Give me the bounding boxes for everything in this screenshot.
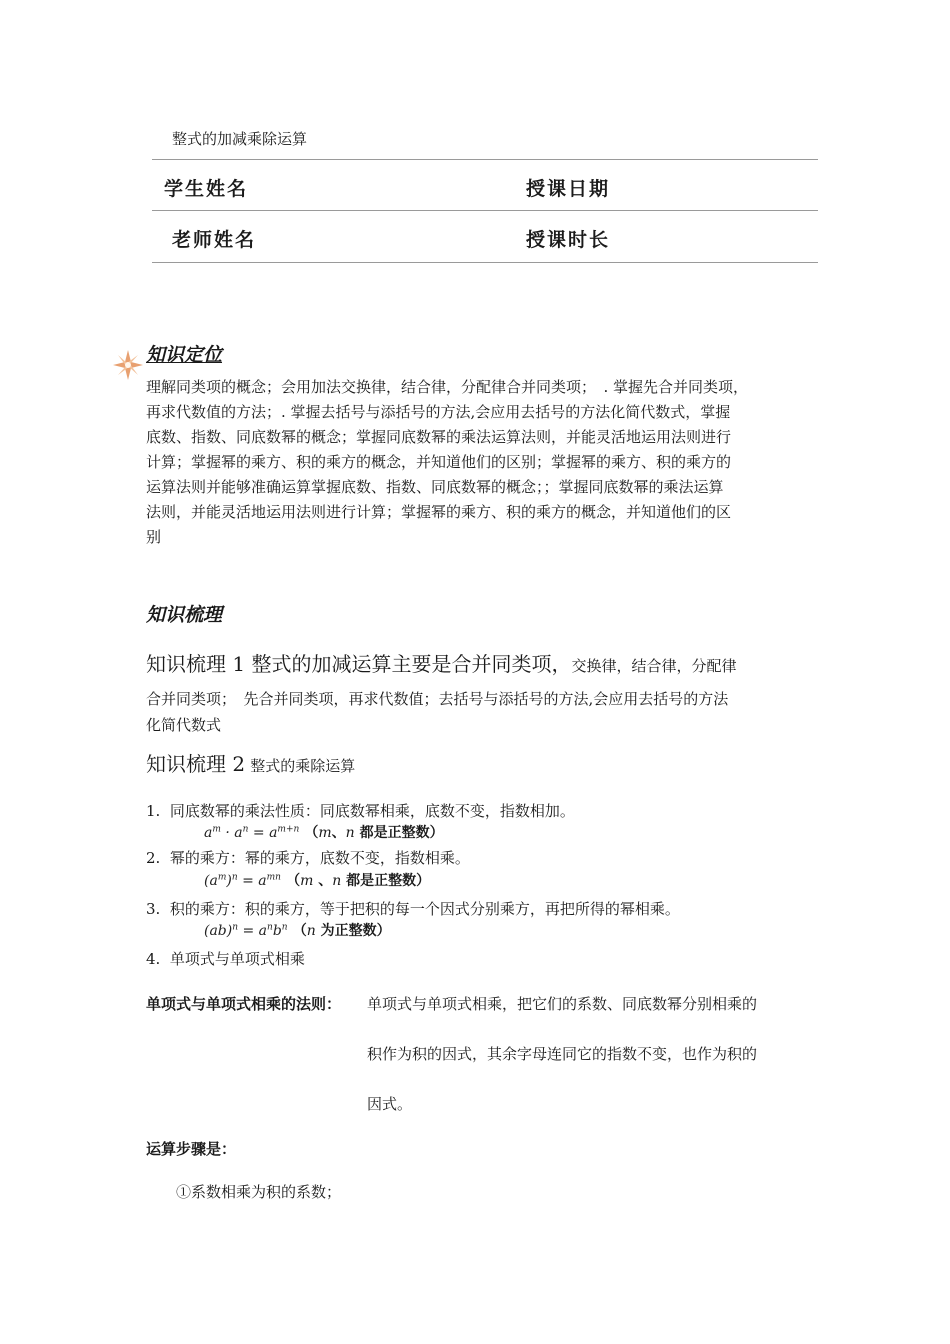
list-number: 4. — [146, 950, 161, 968]
teacher-name-label: 老师姓名 — [172, 229, 257, 251]
list-text: 积的乘方：积的乘方，等于把积的每一个因式分别乘方，再把所得的幂相乘。 — [169, 900, 680, 918]
document-title: 整式的加减乘除运算 — [172, 130, 308, 148]
section-heading-positioning: 知识定位 — [146, 344, 223, 366]
section-heading-overview: 知识梳理 — [146, 604, 223, 626]
rule-line-1: 单项式与单项式相乘，把它们的系数、同底数幂分别相乘的 — [367, 995, 758, 1013]
paragraph-line: 再求代数值的方法；. 掌握去括号与添括号的方法,会应用去括号的方法化简代数式，掌握 — [146, 403, 731, 421]
formula-product-of-powers: $a^m \cdot a^n = a^{m+n}$ （m、n 都是正整数） — [204, 824, 444, 841]
paragraph-line: 运算法则并能够准确运算掌握底数、指数、同底数幂的概念；；掌握同底数幂的乘法运算 — [146, 478, 724, 496]
list-number: 1. — [146, 802, 161, 820]
paragraph-line: 别 — [146, 528, 162, 546]
paragraph-line: 法则，并能灵活地运用法则进行计算；掌握幂的乘方、积的乘方的概念，并知道他们的区 — [146, 503, 732, 521]
list-text: 单项式与单项式相乘 — [169, 950, 305, 968]
steps-label: 运算步骤是： — [146, 1140, 237, 1158]
point2-title-tail: 整式的乘除运算 — [250, 757, 356, 775]
sparkle-icon — [111, 348, 145, 382]
date-label: 授课日期 — [526, 178, 611, 200]
list-item-2 — [146, 847, 470, 868]
step-1: ①系数相乘为积的系数； — [176, 1183, 342, 1201]
list-item-1 — [146, 800, 575, 821]
formula-power-of-power: $(a^m)^n = a^{mn}$ （m 、n 都是正整数） — [204, 872, 431, 889]
rule-line-2: 积作为积的因式，其余字母连同它的指数不变，也作为积的 — [367, 1045, 758, 1063]
list-number: 2. — [146, 849, 161, 867]
rule-line-3: 因式。 — [367, 1095, 413, 1113]
table-rule-middle — [152, 210, 818, 211]
positioning-paragraph — [146, 375, 748, 550]
point1-line2: 合并同类项； 先合并同类项，再求代数值；去括号与添括号的方法,会应用去括号的方法 — [146, 690, 729, 708]
formula-condition: （n 为正整数） — [292, 923, 391, 939]
formula-condition: （m、n 都是正整数） — [304, 825, 444, 841]
list-item-3 — [146, 898, 680, 919]
list-text: 同底数幂的乘法性质：同底数幂相乘，底数不变，指数相加。 — [169, 802, 575, 820]
list-text: 幂的乘方：幂的乘方，底数不变，指数相乘。 — [169, 849, 470, 867]
list-number: 3. — [146, 900, 161, 918]
paragraph-line: 计算；掌握幂的乘方、积的乘方的概念，并知道他们的区别；掌握幂的乘方、积的乘方的 — [146, 453, 732, 471]
table-rule-top — [152, 159, 818, 160]
point1-title-tail: 交换律，结合律，分配律 — [571, 657, 737, 675]
point1-title-line — [146, 648, 736, 677]
paragraph-line: 底数、指数、同底数幂的概念；掌握同底数幂的乘法运算法则，并能灵活地运用法则进行 — [146, 428, 732, 446]
formula-condition: （m 、n 都是正整数） — [286, 873, 431, 889]
point2-title-line — [146, 748, 355, 777]
rule-label: 单项式与单项式相乘的法则： — [146, 995, 342, 1013]
point2-title: 知识梳理 2 — [146, 752, 246, 776]
duration-label: 授课时长 — [526, 229, 611, 251]
student-name-label: 学生姓名 — [164, 178, 249, 200]
formula-power-of-product: $(ab)^n = a^nb^n$ （n 为正整数） — [204, 922, 391, 939]
point1-line3: 化简代数式 — [146, 716, 222, 734]
list-item-4 — [146, 948, 305, 969]
table-rule-bottom — [152, 262, 818, 263]
point1-title: 知识梳理 1 整式的加减运算主要是合并同类项， — [146, 652, 572, 676]
paragraph-line: 理解同类项的概念；会用加法交换律，结合律，分配律合并同类项； . 掌握先合并同类项， — [146, 378, 749, 396]
